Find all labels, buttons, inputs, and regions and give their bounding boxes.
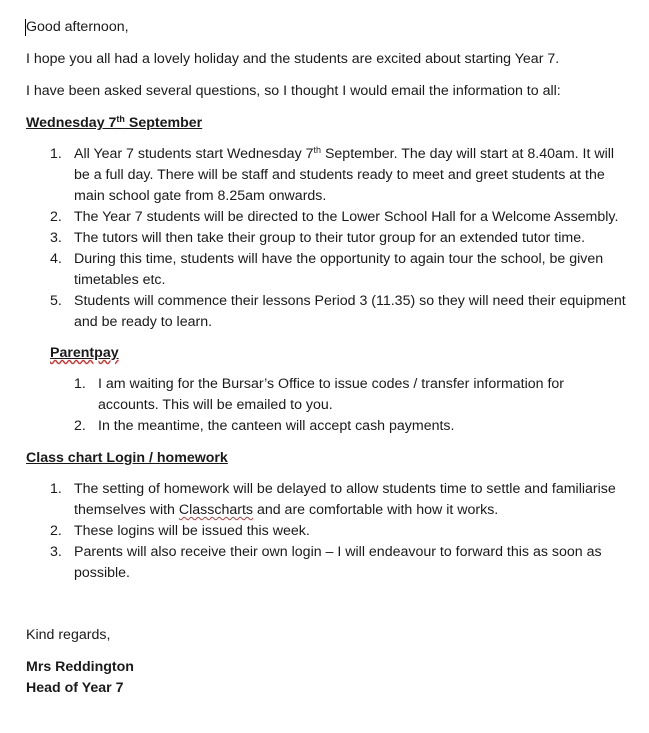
list-number: 2. [50, 209, 62, 225]
list-item [26, 249, 626, 291]
list-item [50, 416, 626, 437]
list-item [26, 207, 626, 228]
intro-paragraph-1: I hope you all had a lovely holiday and the students are excited about starting Year 7. [26, 51, 560, 67]
list-number: 1. [50, 146, 62, 162]
wednesday-list [26, 144, 626, 333]
class-chart-list [26, 479, 626, 584]
closing: Kind regards, [26, 627, 111, 643]
list-item [26, 479, 626, 521]
parentpay-list [50, 374, 626, 437]
list-item-text: The Year 7 students will be directed to the Lower School Hall for a Welcome Assembly. [74, 209, 619, 225]
misspelled-word: Classcharts [178, 502, 253, 518]
heading-text: Wednesday 7 [26, 115, 117, 131]
list-item-text: In the meantime, the canteen will accept cash payments. [98, 418, 455, 434]
list-item [50, 374, 626, 416]
list-number: 1. [50, 481, 62, 497]
list-item [26, 291, 626, 333]
signature-title: Head of Year 7 [26, 680, 124, 696]
list-number: 2. [50, 523, 62, 539]
list-number: 1. [74, 376, 86, 392]
list-item-text: These logins will be issued this week. [74, 523, 310, 539]
list-number: 4. [50, 251, 62, 267]
list-item-text: The setting of homework will be delayed to allow students time to settle and familiarise themselves with [74, 481, 616, 518]
list-item-text: The tutors will then take their group to their tutor group for an extended tutor time. [74, 230, 586, 246]
list-number: 5. [50, 293, 62, 309]
document-body[interactable] [26, 17, 626, 699]
list-item-text: During this time, students will have the opportunity to again tour the school, be given timetables etc. [74, 251, 604, 288]
list-item-text: Parents will also receive their own login – I will endeavour to forward this as soon as possible. [74, 544, 602, 581]
list-item-superscript: th [313, 145, 322, 155]
list-item [26, 144, 626, 207]
list-item-text: September. The day will start at 8.40am. It will be a full day. There will be staff and students ready to meet and greet students at the main school gate from 8.25am onwards. [74, 146, 615, 204]
heading-text: Parentpay [50, 345, 119, 361]
parentpay-section [50, 343, 626, 437]
signature-name: Mrs Reddington [26, 659, 134, 675]
list-item [26, 521, 626, 542]
section-heading-class-chart: Class chart Login / homework [26, 450, 228, 466]
list-item-text: I am waiting for the Bursar’s Office to issue codes / transfer information for accounts. This will be emailed to you. [98, 376, 565, 413]
greeting: Good afternoon, [26, 19, 129, 35]
section-heading-parentpay [50, 343, 626, 364]
heading-superscript: th [116, 114, 125, 124]
section-heading-wednesday [26, 113, 626, 134]
list-item-text: Students will commence their lessons Period 3 (11.35) so they will need their equipment and be ready to learn. [74, 293, 626, 330]
text-cursor [25, 19, 26, 36]
list-number: 3. [50, 544, 62, 560]
intro-paragraph-2: I have been asked several questions, so I thought I would email the information to all: [26, 83, 561, 99]
list-number: 3. [50, 230, 62, 246]
heading-text: September [124, 115, 203, 131]
list-number: 2. [74, 418, 86, 434]
list-item-text: All Year 7 students start Wednesday 7 [74, 146, 314, 162]
list-item [26, 228, 626, 249]
list-item-text: and are comfortable with how it works. [253, 502, 499, 518]
list-item [26, 542, 626, 584]
